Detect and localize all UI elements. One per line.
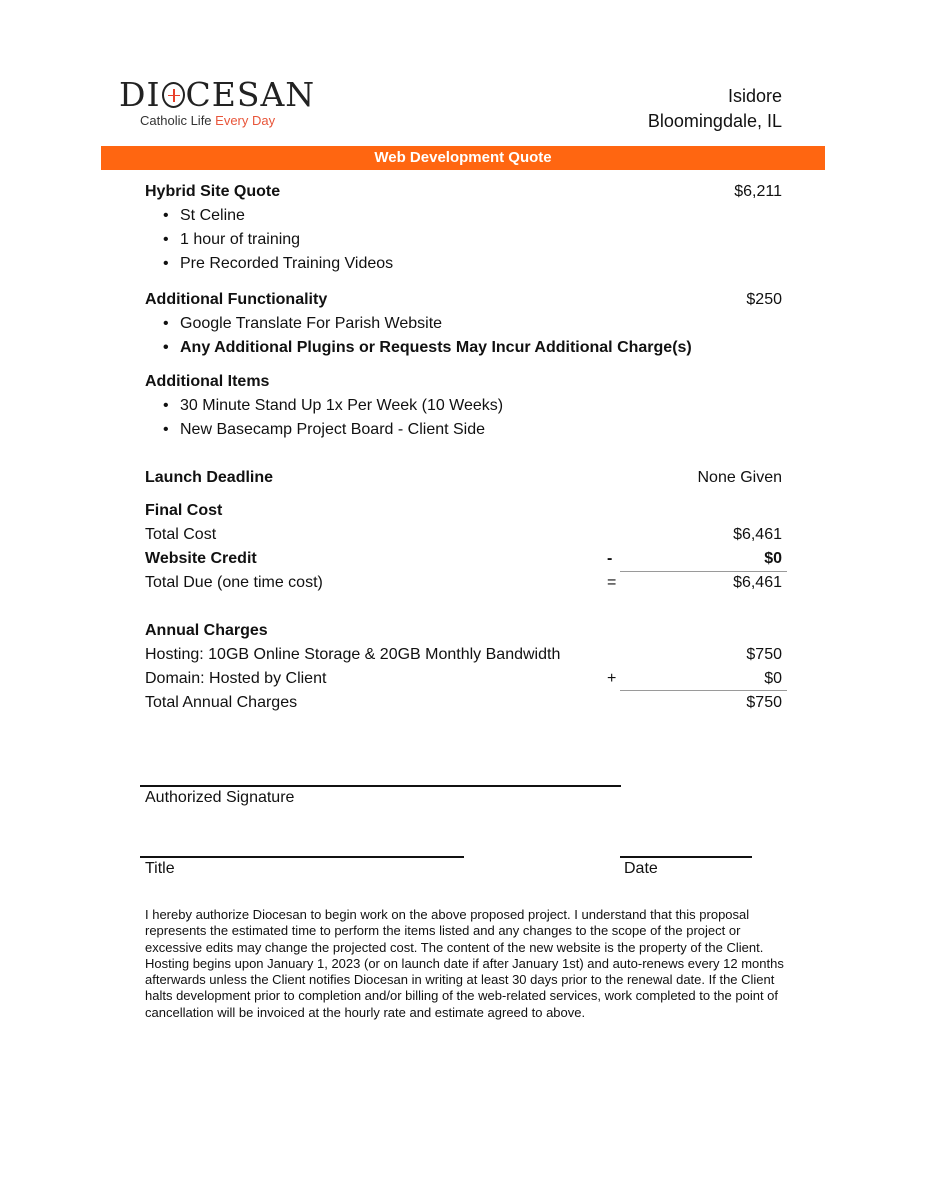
logo-word-right: CESAN [185, 75, 316, 114]
row-value: $0 [764, 550, 782, 567]
additional-items-heading [145, 370, 782, 394]
quote-title-banner: Web Development Quote [101, 146, 825, 170]
authorized-signature-label: Authorized Signature [145, 789, 295, 806]
logo-tagline [140, 113, 319, 128]
list-item [163, 418, 485, 442]
row-label: Total Annual Charges [145, 694, 298, 711]
row-label: Website Credit [145, 550, 257, 567]
functionality-price: $250 [746, 291, 782, 308]
website-credit-row [145, 547, 782, 571]
list-item [163, 394, 503, 418]
cross-circle-icon [162, 82, 185, 108]
section-heading: Additional Functionality [145, 291, 328, 308]
section-heading: Additional Items [145, 373, 270, 390]
section-heading: Hybrid Site Quote [145, 183, 281, 200]
list-item [163, 252, 393, 276]
diocesan-logo [119, 75, 319, 128]
additional-functionality-heading [145, 288, 782, 312]
row-label: Domain: Hosted by Client [145, 670, 327, 687]
row-value: $750 [746, 694, 782, 711]
list-item [163, 228, 300, 252]
authorization-terms: I hereby authorize Diocesan to begin work on the above proposed project. I understand that this proposal represents the estimated time to perform the items listed and any changes to the scope of the project or excessive edits may change the projected cost. The content of the new website is the property of the Client. Hosting begins upon January 1, 2023 (or on launch date if after January 1st) and auto-renews every 12 months afterwards unless the Client notifies Diocesan in writing at least 30 days prior to the renewal date. If the Client halts development prior to completion and/or billing of the web-related services, work completed to the point of cancellation will be invoiced at the hourly rate and estimate agreed to above. [145, 907, 784, 1020]
tagline-accent: Every Day [215, 113, 276, 128]
launch-deadline-label: Launch Deadline [145, 469, 274, 486]
tagline-plain: Catholic Life [140, 113, 216, 128]
plus-operator: + [607, 670, 617, 687]
logo-word-left: DI [119, 75, 161, 114]
total-due-row [145, 571, 782, 595]
domain-row [145, 667, 782, 691]
list-item-text: St Celine [180, 207, 245, 224]
launch-deadline-row [145, 466, 782, 490]
list-item-text: 30 Minute Stand Up 1x Per Week (10 Weeks) [180, 397, 504, 414]
total-cost-row [145, 523, 782, 547]
date-line[interactable] [620, 856, 752, 858]
list-item-text: 1 hour of training [180, 231, 301, 248]
list-item-text: Google Translate For Parish Website [180, 315, 443, 332]
row-label: Total Cost [145, 526, 217, 543]
logo-wordmark [119, 75, 319, 114]
total-annual-row [145, 691, 782, 715]
row-label: Hosting: 10GB Online Storage & 20GB Monthly Bandwidth [145, 646, 561, 663]
client-name: Isidore [727, 86, 782, 106]
title-line[interactable] [140, 856, 464, 858]
list-item [163, 204, 245, 228]
row-value: $6,461 [733, 526, 782, 543]
title-label: Title [145, 860, 175, 877]
date-label: Date [624, 860, 658, 877]
minus-operator: - [607, 550, 613, 567]
client-info [648, 84, 782, 134]
equals-operator: = [607, 574, 617, 591]
row-label: Total Due (one time cost) [145, 574, 323, 591]
authorized-signature-line[interactable] [140, 785, 621, 787]
annual-charges-heading: Annual Charges [145, 622, 268, 639]
row-value: $6,461 [733, 574, 782, 591]
final-cost-heading: Final Cost [145, 502, 223, 519]
launch-deadline-value: None Given [697, 469, 782, 486]
hybrid-site-quote-heading [145, 180, 782, 204]
row-value: $750 [746, 646, 782, 663]
list-item-text: Pre Recorded Training Videos [180, 255, 394, 272]
hybrid-price: $6,211 [734, 183, 782, 200]
list-item-text: New Basecamp Project Board - Client Side [180, 421, 486, 438]
list-item-text: Any Additional Plugins or Requests May Incur Additional Charge(s) [180, 339, 692, 356]
row-value: $0 [764, 670, 782, 687]
client-location: Bloomingdale, IL [647, 111, 782, 131]
list-item [163, 312, 442, 336]
hosting-row [145, 643, 782, 667]
list-item-notice [163, 336, 692, 360]
